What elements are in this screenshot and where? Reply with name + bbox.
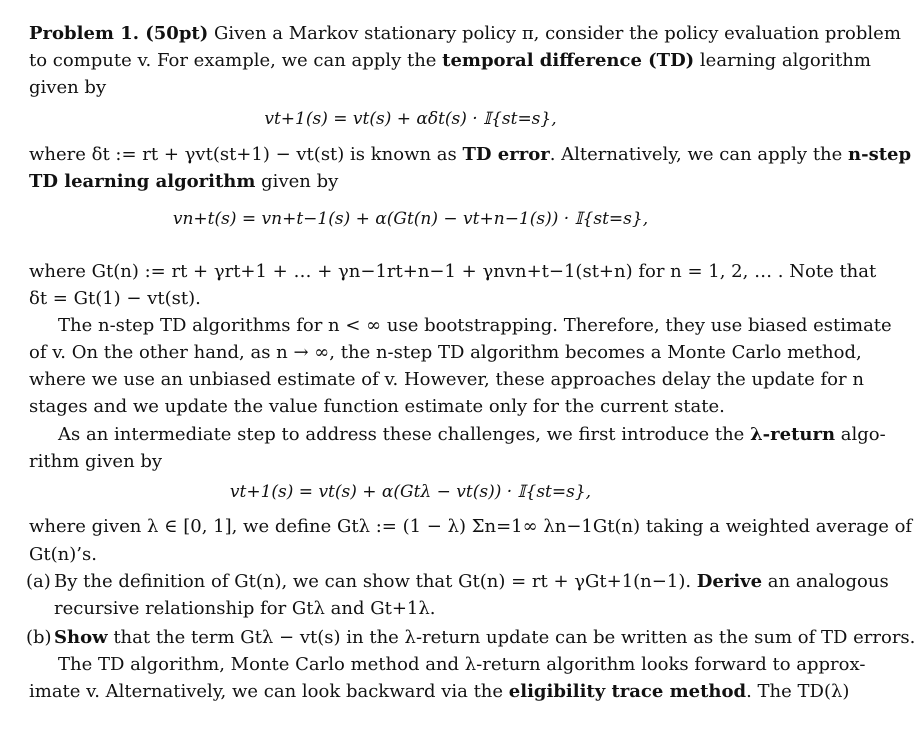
text: As an intermediate step to address these challenges, we first introduce the (58, 424, 751, 445)
text: that the term Gtλ − vt(s) in the λ-return update can be written as the sum of TD errors. (107, 627, 915, 648)
n-step-term: n-step (848, 144, 912, 165)
problem-intro-line-3: given by (29, 77, 107, 98)
text: . Alternatively, we can apply the (549, 144, 849, 165)
eligibility-trace-term: eligibility trace method (508, 681, 747, 702)
text: Given a Markov stationary policy π, consider the policy evaluation problem (214, 23, 901, 44)
td-term: temporal difference (TD) (442, 50, 695, 71)
lambda-return-definition-line-1: where given λ ∈ [0, 1], we define Gtλ := (1 − λ) Σn=1∞ λn−1Gt(n) taking a weighted average of (29, 516, 913, 537)
lambda-return-term: λ-return (750, 424, 836, 445)
text: where δt := rt + γvt(st+1) − vt(st) is known as (29, 144, 463, 165)
text: By the definition of Gt(n), we can show that Gt(n) = rt + γGt+1(n−1). (54, 571, 697, 592)
problem-heading: Problem 1. (50pt) (29, 23, 209, 44)
bootstrapping-line-3: where we use an unbiased estimate of v. However, these approaches delay the update for n (29, 369, 864, 390)
problem-intro-line-1 (29, 23, 901, 44)
bootstrapping-line-4: stages and we update the value function estimate only for the current state. (29, 396, 725, 417)
text: given by (255, 171, 339, 192)
td-error-term: TD error (462, 144, 550, 165)
bootstrapping-line-2: of v. On the other hand, as n → ∞, the n-step TD algorithm becomes a Monte Carlo method, (29, 342, 862, 363)
td-error-line-2 (29, 172, 785, 192)
text: . The TD(λ) (746, 681, 850, 702)
td-update-equation: vt+1(s) = vt(s) + αδt(s) · 𝕀{st=s}, (264, 109, 557, 129)
item-b-label: (b) (26, 627, 52, 648)
lambda-return-update-equation: vt+1(s) = vt(s) + α(Gtλ − vt(s)) · 𝕀{st=s}, (229, 482, 592, 502)
text: imate v. Alternatively, we can look backward via the (29, 681, 509, 702)
item-a-line-1 (54, 571, 889, 592)
lambda-return-definition-line-2: Gt(n)’s. (29, 544, 97, 565)
n-step-return-definition-line-2: δt = Gt(1) − vt(st). (29, 288, 201, 309)
eligibility-trace-line-1: The TD algorithm, Monte Carlo method and λ-return algorithm looks forward to approx- (58, 654, 866, 675)
n-step-return-definition-line-1: where Gt(n) := rt + γrt+1 + … + γn−1rt+n−1 + γnvn+t−1(st+n) for n = 1, 2, … . Note that (29, 261, 877, 282)
problem-intro-line-2 (29, 50, 871, 71)
item-a-label: (a) (26, 571, 51, 592)
text: to compute v. For example, we can apply the (29, 50, 443, 71)
text: learning algorithm (694, 50, 871, 71)
show-term: Show (54, 627, 108, 648)
td-error-line-1 (29, 144, 912, 165)
lambda-return-intro-line-1 (58, 424, 886, 445)
lambda-return-intro-line-2: rithm given by (29, 451, 163, 472)
text: algo- (835, 424, 886, 445)
eligibility-trace-line-2 (29, 681, 850, 702)
derive-term: Derive (696, 571, 763, 592)
n-step-update-equation: vn+t(s) = vn+t−1(s) + α(Gt(n) − vt+n−1(s)) · 𝕀{st=s}, (172, 209, 649, 229)
item-b-line (54, 627, 915, 648)
td-learning-term: TD learning algorithm (29, 171, 256, 192)
bootstrapping-line-1: The n-step TD algorithms for n < ∞ use bootstrapping. Therefore, they use biased estimate (58, 315, 892, 336)
text: an analogous (762, 571, 889, 592)
item-a-line-2: recursive relationship for Gtλ and Gt+1λ. (54, 598, 436, 619)
